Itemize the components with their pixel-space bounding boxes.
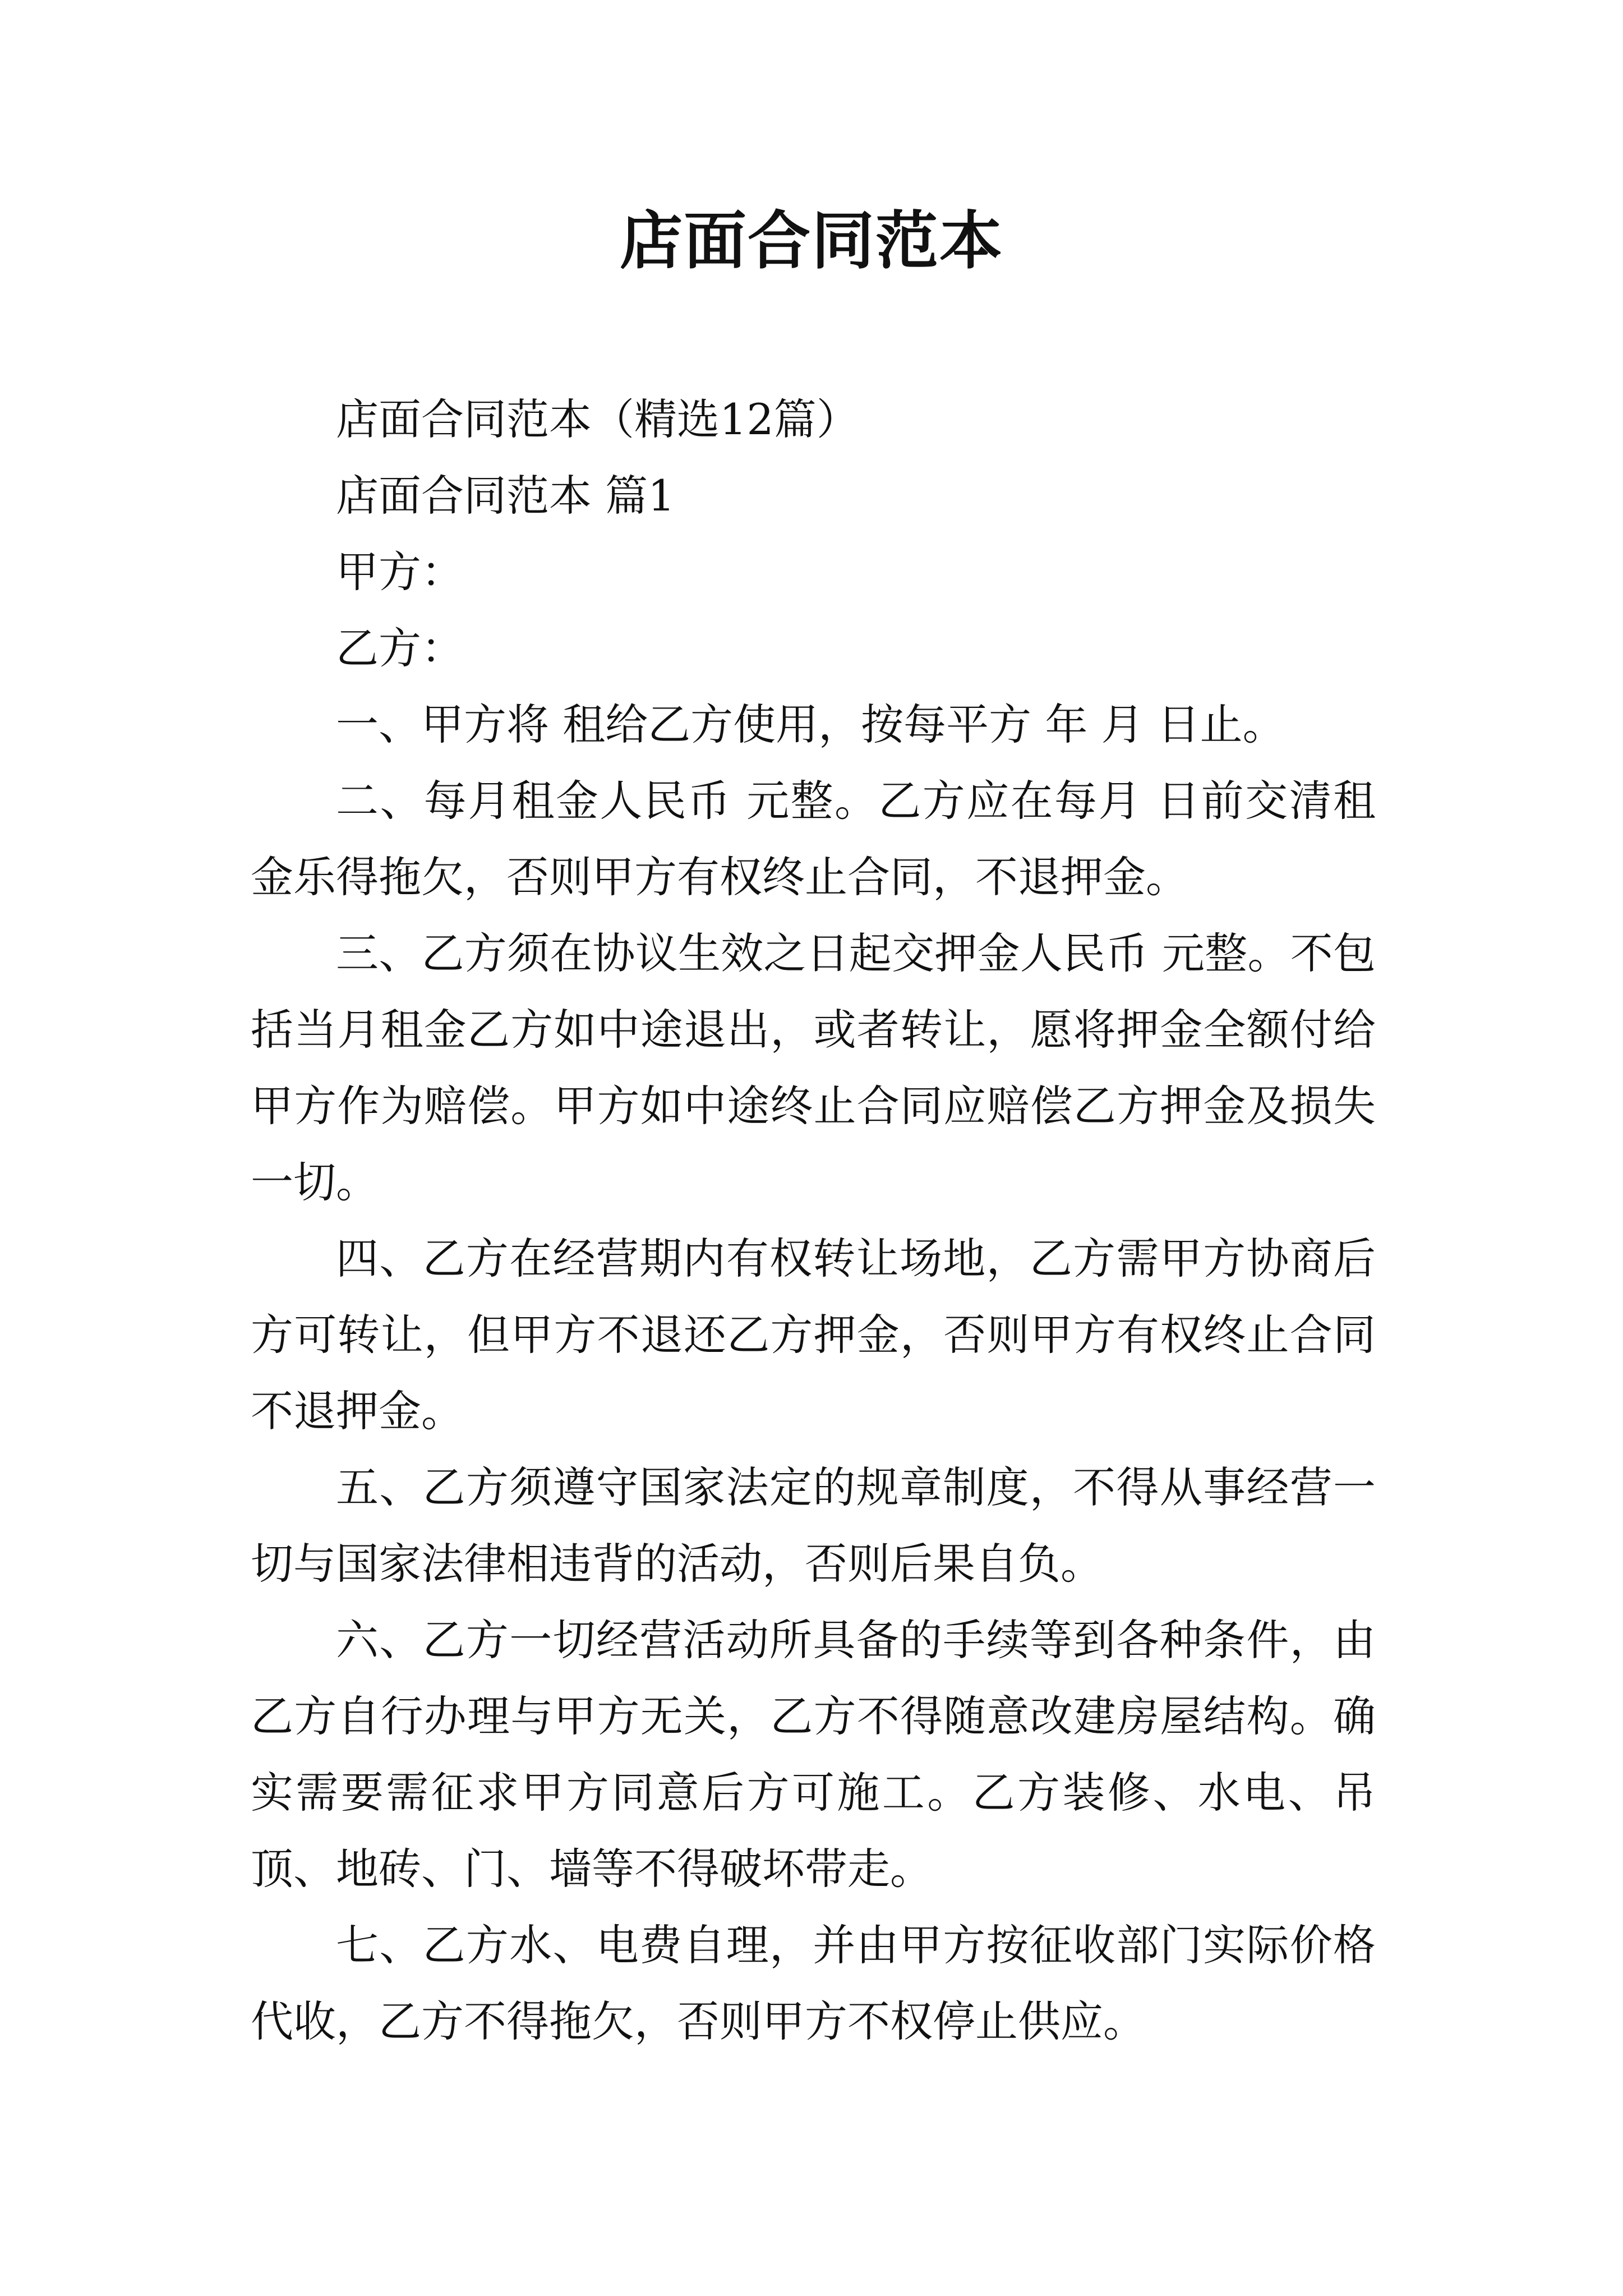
clause-5: 五、乙方须遵守国家法定的规章制度，不得从事经营一切与国家法律相违背的活动，否则后果自负。: [251, 1462, 1376, 1589]
document-body: [251, 381, 1376, 2060]
party-b-line: 乙方：: [336, 623, 464, 673]
clause-4: 四、乙方在经营期内有权转让场地，乙方需甲方协商后方可转让，但甲方不退还乙方押金，否则甲方有权终止合同不退押金。: [251, 1234, 1376, 1436]
doc-subtitle: 店面合同范本（精选12篇）: [336, 394, 859, 444]
clause-1: 一、甲方将 租给乙方使用，按每平方 年 月 日止。: [336, 700, 1285, 749]
party-a-line: 甲方：: [336, 547, 464, 597]
clause-2: 二、每月租金人民币 元整。乙方应在每月 日前交清租金乐得拖欠，否则甲方有权终止合同，不退押金。: [251, 776, 1376, 902]
clause-6: 六、乙方一切经营活动所具备的手续等到各种条件，由乙方自行办理与甲方无关，乙方不得随意改建房屋结构。确实需要需征求甲方同意后方可施工。乙方装修、水电、吊顶、地砖、门、墙等不得破坏带走。: [251, 1615, 1376, 1894]
section-heading: 店面合同范本 篇1: [336, 471, 675, 521]
clause-3: 三、乙方须在协议生效之日起交押金人民币 元整。不包括当月租金乙方如中途退出，或者转让，愿将押金全额付给甲方作为赔偿。甲方如中途终止合同应赔偿乙方押金及损失一切。: [251, 928, 1376, 1207]
clause-7: 七、乙方水、电费自理，并由甲方按征收部门实际价格代收，乙方不得拖欠，否则甲方不权停止供应。: [251, 1920, 1376, 2046]
document-title: 店面合同范本: [620, 204, 1003, 278]
